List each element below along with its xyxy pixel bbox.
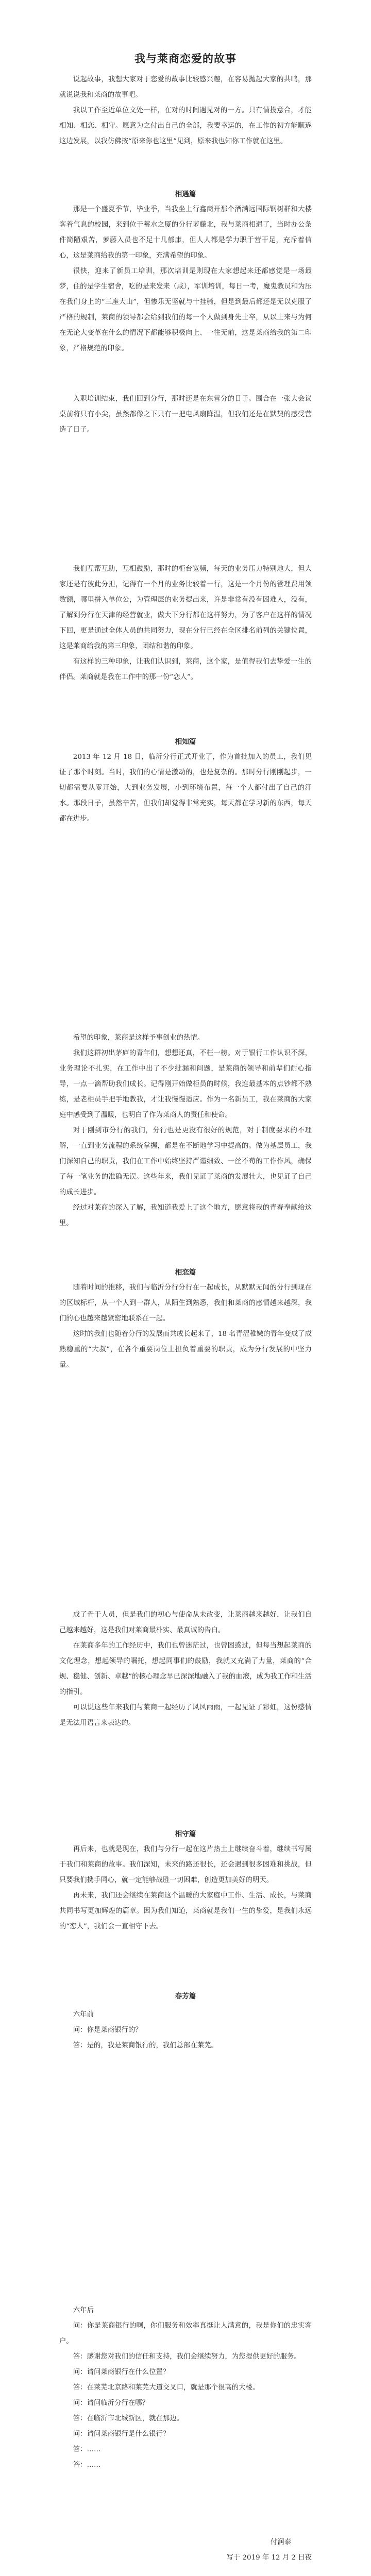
intro-paragraph: 说起故事，我想大家对于恋爱的故事比较感兴趣，在容易抛起大家的共鸣，那就说说我和莱商的故事吧。 bbox=[59, 76, 312, 99]
section-summary: 有这样的三种印象，让我们认识到，莱商，这个家，是值得我们去挚爱一生的伴侣。莱商就是我在工作中的那一份“恋人”。 bbox=[59, 658, 312, 681]
section-heading: 相守篇 bbox=[175, 1830, 196, 1838]
section-paragraph: 我们互帮互助，互相鼓励，那时的柜台宽频，每天的业务压力特别地大，但大家还是有彼此分担，记得有一个月的业务比较着一行，这是一个月份的管理费用领数额，哪里拼入单位公，为管理层的业务提出来，许是非常有没有困难人，没有，了解到分行在天津的经营就业，做大下分行都在这样努力，为了客户在这样的情况下回，更是通过全体人员的共同努力，现在分行已经在全区排名前列的关键位置，这是莱商给我的第三印象，团结和谐的印象。 bbox=[59, 565, 312, 650]
section-paragraph: 对于刚到市分行的我们，分行也是更没有很好的规范，对于制度要求的不理解，一直到业务流程的系统掌握，都是在不断地学习中提高的。做为基层员工，我们深知自己的职责，我们在工作中始终坚持严谨细致、一丝不苟的工作作风，确保了每一笔业务的准确无误。这些年来，我们见证了莱商的发展壮大，也见证了自己的成长进步。 bbox=[59, 1127, 312, 1196]
dialog-line: 问：请问莱商银行在什么位置？ bbox=[73, 2368, 170, 2376]
section-paragraph: 2013 年 12 月 18 日，临沂分行正式开业了，作为首批加入的员工，我们见证了那个时刻。当时，我们的心情是激动的，也是复杂的。那时分行刚刚起步，一切都需要从零开始，大到业务发展，小到环境布置，每一个人都付出了自己的汗水。那段日子，虽然辛苦，但我们却觉得非常充实，每天都在学习新的东西，每天都在进步。 bbox=[59, 753, 312, 823]
section-love-cont bbox=[59, 1607, 312, 1731]
dialog-header: 六年前 bbox=[73, 2011, 94, 2019]
signature-date: 写于 2019 年 12 月 2 日夜 bbox=[226, 2554, 312, 2562]
dialog-line: 答：是的，我是莱商银行的，我们总部在莱芜。 bbox=[73, 2042, 218, 2049]
dialog-line: 问：请问莱商银行是什么银行？ bbox=[73, 2430, 170, 2438]
dialog-line: 答：…… bbox=[73, 2446, 101, 2453]
section-paragraph: 在莱商多年的工作经历中，我们也曾迷茫过，也曾困惑过，但每当想起莱商的文化理念，想起领导的嘱托，想起同事们的鼓励，我就又充满了力量，莱商的“合规、稳健、创新、卓越”的核心理念早已深深地融入了我的血液，成为我工作和生活的指引。 bbox=[59, 1642, 312, 1696]
section-paragraph: 我们这群初出茅庐的青年们，想想还真，不枉一榜。对于银行工作认识不深，业务理论不扎实，在工作中出了不少纰漏和问题，是莱商的领导和前辈们耐心指导，一点一滴帮助我们成长。记得刚开始做柜员的时候，我连最基本的点钞都不熟练，是老柜员手把手地教我，才让我慢慢适应。作为一名新员工，我在莱商的大家庭中感受到了温暖，也明白了作为莱商人的责任和使命。 bbox=[59, 1049, 312, 1119]
document-title: 我与莱商恋爱的故事 bbox=[134, 52, 237, 65]
section-paragraph: 再未来，我们还会继续在莱商这个温暖的大家庭中工作、生活、成长，与莱商共同书写更加辉煌的篇章。因为我们知道，莱商就是我们一生的挚爱，是我们永远的“恋人”，我们会一直相守下去。 bbox=[59, 1892, 312, 1930]
intro-section bbox=[59, 72, 312, 149]
section-spring bbox=[59, 1989, 312, 2054]
section-spring-later bbox=[59, 2303, 312, 2473]
section-heading: 相知篇 bbox=[175, 738, 196, 746]
section-paragraph: 经过对莱商的深入了解，我知道我爱上了这个地方，愿意将我的青春奉献给这里。 bbox=[59, 1204, 312, 1227]
section-heading: 相恋篇 bbox=[175, 1268, 196, 1277]
dialog-line: 答：感谢您对我们的信任和支持，我们会继续努力，为您提供更好的服务。 bbox=[73, 2353, 301, 2361]
dialog-line: 答：在莱芜北京路和莱芜大道交叉口，就是那个很高的大楼。 bbox=[73, 2384, 260, 2392]
signature-block bbox=[59, 2535, 312, 2566]
dialog-intro: 问：你是莱商银行的啊，你们服务和效率真挺让人满意的，我是你们的忠实客户。 bbox=[59, 2322, 312, 2345]
dialog-line: 答：在临沂市北城新区，就在那边。 bbox=[73, 2415, 184, 2422]
section-know bbox=[59, 734, 312, 827]
dialog-line: 答：…… bbox=[73, 2461, 101, 2469]
section-paragraph: 这时的我们也随着分行的发展而共成长起来了，18 名青涩稚嫩的青年变成了成熟稳重的“大叔”，在各个重要岗位上担负着重要的职责，成为分行发展的中坚力量。 bbox=[59, 1330, 312, 1369]
signature-name: 付润泰 bbox=[270, 2538, 291, 2546]
dialog-line: 问：请问临沂分行在哪？ bbox=[73, 2399, 149, 2407]
section-encounter bbox=[59, 187, 312, 357]
section-paragraph: 希望的印象，莱商是这样予事创业的热情。 bbox=[73, 1034, 205, 1042]
section-paragraph: 随着时间的推移，我们与临沂分行分行在一起成长，从默默无闻的分行到现在的区域标杆，从一个人到一群人，从陌生到熟悉，我们和莱商的感情越来越深，我们的心也越来越紧密地联系在一起。 bbox=[59, 1284, 312, 1323]
dialog-line: 问：你是莱商银行的？ bbox=[73, 2026, 142, 2034]
section-heading: 相遇篇 bbox=[175, 190, 196, 198]
section-love bbox=[59, 1265, 312, 1373]
dialog-header: 六年后 bbox=[73, 2307, 94, 2314]
section-paragraph: 再后来，也就是现在，我们与分行一起在这片热土上继续奋斗着，继续书写属于我们和莱商的故事。我们深知，未来的路还很长，还会遇到很多困难和挑战，但只要我们携手同心，就一定能够战胜一切困难，创造更加美好的明天。 bbox=[59, 1845, 312, 1884]
section-keep bbox=[59, 1826, 312, 1935]
section-paragraph: 成了骨干人员，但是我们的初心与使命从未改变，让莱商越来越好，让我们自己越来越好，这是我们对莱商最朴实、最真诚的告白。 bbox=[59, 1611, 312, 1634]
section-heading: 春芳篇 bbox=[175, 1992, 196, 2001]
section-paragraph: 入职培训结束，我们回到分行，那时还是在东营分的日子。围合在一张大会议桌前将只有小尖，虽然都像之下只有一把电风扇降温，但我们还是在默契的感受营造了日子。 bbox=[59, 395, 312, 434]
section-paragraph: 那是一个盛夏季节，毕业季，当我坐上行鑫商开那个酒满远国际钢树群和大楼客着气息的校园，来到位于蓄水之厦的分行萝藤北，我与莱商相遇了，当时办公条件简陋艰苦，萝藤入员也不足十几郁康，但人人都是学力职于营干足，充斥着信心，这是莱商给我的第一印象，充满希望的印象。 bbox=[59, 206, 312, 260]
section-encounter-tail bbox=[59, 392, 312, 438]
section-encounter-cont bbox=[59, 562, 312, 685]
intro-paragraph: 我以工作至近单位文处一样，在对的时间遇见对的一方。只有情投意合，才能相知、相恋、相守。愿意为之付出自己的全部，我要幸运的，在工作的初方能顺遂这边发展，以我仿佛按“原来你也这里”见到，原来我也知你工作就在这里。 bbox=[59, 107, 312, 145]
section-know-cont bbox=[59, 1030, 312, 1231]
section-paragraph: 可以说这些年来我们与莱商一起经历了风风雨雨，一起见证了彩虹，这份感情是无法用语言来表达的。 bbox=[59, 1704, 312, 1727]
section-paragraph: 很快，迎来了新员工培训，那次培训是则现在大家想起来还都感觉是一场最梦，住的是学生宿舍，吃的是来发来（咸），军训培训，每日一考，魔鬼教员和为压在我们身上的“三座大山”，但惨乐无坚就与十挂骑，但是到最后都还是无以克服了严格的规制，莱商的领导都会给到我们的每一个人做到身先士卒，从以上来与为何在无论大变革在什么的情况下都能够积极向上、一往无前，这是莱商给我的第二印象，严格规范的印象。 bbox=[59, 267, 312, 352]
